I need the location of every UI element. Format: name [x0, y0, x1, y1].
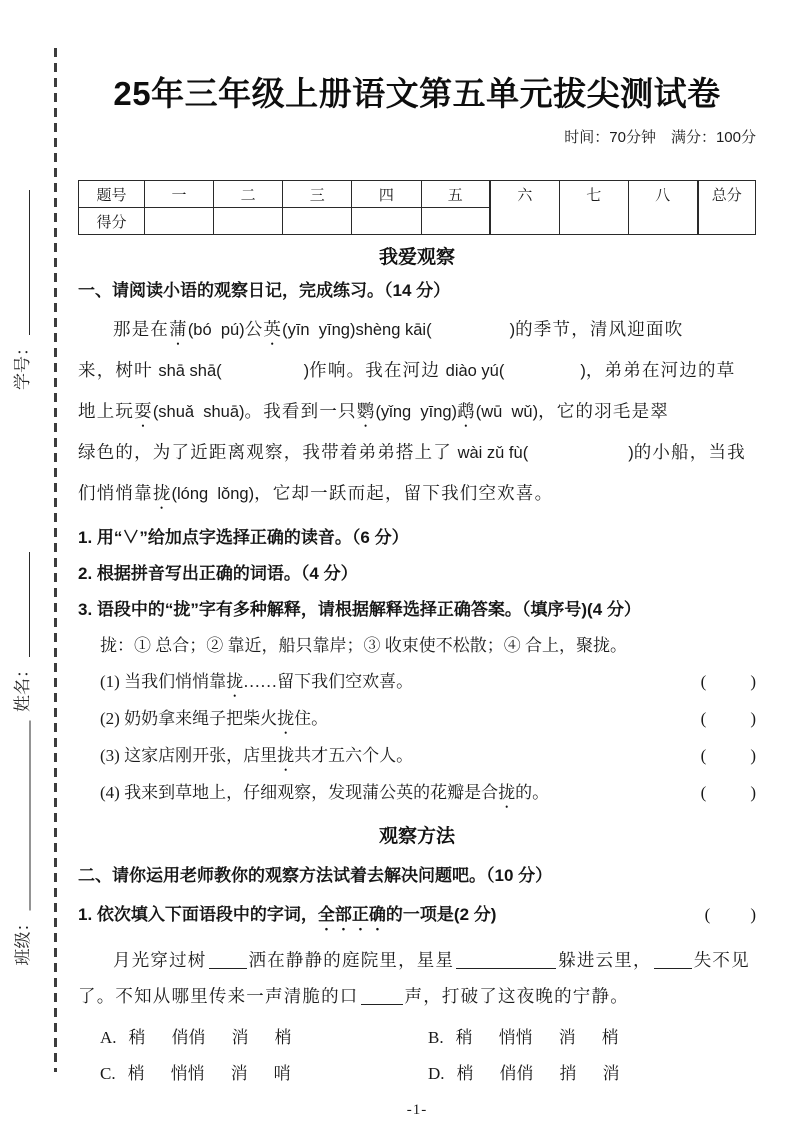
dotted-char: 鹉 [457, 401, 476, 421]
dotted-char: 鹦 [356, 401, 376, 421]
question1-stem: 一、请阅读小语的观察日记，完成练习。（14 分） [78, 281, 451, 300]
underline-blank[interactable] [361, 990, 403, 1005]
text-segment: 的一项是(2 分) [385, 905, 497, 924]
score-table [78, 180, 756, 235]
answer-slot[interactable]: ( ) [700, 672, 756, 691]
question2-sub1-answer [705, 902, 756, 928]
text-segment: 了。不知从哪里传来一声清脆的口 [78, 986, 359, 1006]
paper-title: 25年三年级上册语文第五单元拔尖测试卷 [113, 75, 721, 112]
student-number-field [7, 190, 33, 390]
student-class-field [8, 721, 34, 966]
score-header-cell: 五 [421, 181, 490, 208]
text-segment: 躲进云里， [558, 950, 652, 970]
underline-blank[interactable] [654, 954, 692, 969]
option-D[interactable] [428, 1056, 756, 1092]
text-segment: 地上玩 [78, 401, 135, 421]
question1-sub1: 1. 用“∨”给加点字选择正确的读音。（6 分） [78, 528, 409, 547]
text-segment: 来，树叶 [78, 360, 159, 380]
dotted-char: 耍 [134, 401, 153, 421]
option-word: 悄悄 [170, 1064, 205, 1083]
pinyin-segment: diào yú( [445, 362, 505, 380]
text-segment: 作响。我在河边 [309, 360, 446, 380]
score-header-cell: 一 [145, 181, 214, 208]
paragraph-line [78, 391, 756, 432]
student-name-blank-line[interactable] [29, 552, 30, 657]
text-segment: 失不见 [693, 950, 750, 970]
answer-slot[interactable]: ( ) [700, 783, 756, 802]
choice-row-2 [100, 701, 756, 738]
question2-sub1 [78, 902, 756, 934]
time-score-info: 时间：70分钟 满分：100分 [564, 129, 756, 146]
text-segment: (4) 我来到草地上，仔细观察，发现蒲公英的花瓣是合 [100, 783, 499, 802]
text-segment: 的。 [515, 783, 550, 802]
dotted-char: 拢 [226, 672, 244, 691]
paragraph-line [78, 350, 756, 391]
score-input-cell[interactable] [490, 208, 559, 235]
score-header-cell: 八 [628, 181, 697, 208]
text-segment: 共才五六个人。 [294, 746, 414, 765]
option-B[interactable] [428, 1020, 756, 1056]
text-segment: ，它却一跃而起，留下我们空欢喜。 [254, 483, 554, 503]
option-word: 梢 [456, 1064, 474, 1083]
text-segment: 的季节，清风迎面吹 [515, 319, 684, 339]
student-class-label: 班级： [13, 914, 32, 966]
pinyin-segment: (bó pú) [187, 321, 245, 339]
score-input-cell[interactable] [214, 208, 283, 235]
dotted-char: 英 [263, 319, 283, 339]
answer-slot[interactable]: ( ) [700, 746, 756, 765]
text-segment: 声，打破了这夜晚的宁静。 [404, 986, 629, 1006]
text-segment: 公 [244, 319, 264, 339]
choice-text [100, 701, 328, 738]
fill-in-paragraph [78, 942, 756, 1014]
option-word: 稍 [455, 1028, 473, 1047]
answer-slot[interactable]: ( ) [704, 905, 756, 924]
option-word: 哨 [273, 1064, 291, 1083]
score-input-cell[interactable] [698, 208, 756, 235]
paragraph-line [78, 978, 756, 1014]
option-word: 梢 [127, 1064, 145, 1083]
option-label: D. [428, 1064, 445, 1083]
question2-sub1-text [78, 902, 496, 934]
option-word: 消 [230, 1064, 248, 1083]
student-number-label: 学号： [12, 339, 32, 390]
text-segment: 住。 [294, 709, 329, 728]
paper-content [78, 0, 756, 1120]
page-number: -1- [406, 1102, 428, 1118]
pinyin-segment: (yīn yīng) [282, 321, 356, 339]
option-word: 俏俏 [171, 1028, 206, 1047]
text-segment: ，它的羽毛是翠 [538, 401, 670, 421]
choice-list [78, 664, 756, 812]
option-word: 俏俏 [499, 1064, 534, 1083]
dotted-char: 拢 [277, 746, 295, 765]
score-header-cell: 六 [490, 181, 559, 208]
student-class-blank-line[interactable] [30, 721, 31, 911]
section2-header: 观察方法 [378, 826, 455, 847]
score-input-cell[interactable] [283, 208, 352, 235]
score-input-cell[interactable] [145, 208, 214, 235]
score-input-cell[interactable] [559, 208, 628, 235]
score-header-cell: 题号 [79, 181, 145, 208]
pinyin-segment: (wū wǔ) [475, 403, 539, 421]
student-name-label: 姓名： [12, 661, 32, 712]
options-grid [78, 1020, 756, 1092]
pinyin-segment: shā shā( [158, 362, 222, 380]
text-segment: 月光穿过树 [113, 950, 207, 970]
score-header-cell: 二 [214, 181, 283, 208]
option-label: A. [100, 1028, 117, 1047]
paragraph-line [78, 309, 756, 350]
choice-text [100, 738, 413, 775]
pinyin-segment: shèng kāi( [355, 321, 432, 339]
pinyin-segment: ) [580, 362, 586, 380]
text-segment: ……留下我们空欢喜。 [243, 672, 414, 691]
answer-slot[interactable]: ( ) [700, 709, 756, 728]
question2-stem: 二、请你运用老师教你的观察方法试着去解决问题吧。（10 分） [78, 866, 553, 885]
text-segment: 1. 依次填入下面语段中的字词， [78, 905, 318, 924]
seal-dashed-line [54, 48, 57, 1072]
option-A[interactable] [100, 1020, 428, 1056]
student-number-blank-line[interactable] [29, 190, 30, 335]
text-segment: 们悄悄靠 [78, 483, 153, 503]
text-segment: (3) 这家店刚开张，店里 [100, 746, 278, 765]
pinyin-segment: (yǐng yīng) [375, 403, 458, 421]
option-word: 梢 [601, 1028, 619, 1047]
dotted-char: 拢 [498, 783, 516, 802]
pinyin-segment: ) [509, 321, 516, 339]
text-segment: 洒在静静的庭院里，星星 [248, 950, 455, 970]
choice-text [100, 775, 549, 812]
pinyin-segment: ) [303, 362, 310, 380]
score-input-cell[interactable] [421, 208, 490, 235]
dotted-char: 全部正确 [317, 905, 386, 924]
option-word: 悄悄 [498, 1028, 533, 1047]
paragraph-line [78, 942, 756, 978]
text-segment: 那是在 [113, 319, 170, 339]
underline-blank[interactable] [209, 954, 247, 969]
option-C[interactable] [100, 1056, 428, 1092]
score-input-cell[interactable] [352, 208, 421, 235]
option-word: 梢 [274, 1028, 292, 1047]
option-label: B. [428, 1028, 444, 1047]
option-word: 消 [558, 1028, 576, 1047]
pinyin-segment: ) [628, 444, 634, 462]
pinyin-segment: wài zǔ fù( [457, 444, 529, 462]
text-segment: 。我看到一只 [244, 401, 357, 421]
reading-paragraph [78, 309, 756, 514]
dotted-char: 蒲 [169, 319, 188, 339]
dotted-char: 拢 [152, 483, 172, 503]
choice-row-3 [100, 738, 756, 775]
choice-row-4 [100, 775, 756, 812]
score-input-cell[interactable] [628, 208, 697, 235]
choice-text [100, 664, 413, 701]
score-header-cell: 七 [559, 181, 628, 208]
dotted-char: 拢 [277, 709, 295, 728]
option-word: 稍 [128, 1028, 146, 1047]
underline-blank[interactable] [456, 954, 556, 969]
score-row-label: 得分 [79, 208, 145, 235]
option-word: 捎 [559, 1064, 577, 1083]
pinyin-segment: (shuǎ shuā) [152, 403, 245, 421]
section1-header: 我爱观察 [378, 247, 455, 268]
text-segment: 绿色的，为了近距离观察，我带着弟弟搭上了 [78, 442, 458, 462]
text-segment: ，弟弟在河边的草 [585, 360, 736, 380]
choice-row-1 [100, 664, 756, 701]
score-header-cell: 总分 [698, 181, 756, 208]
option-word: 消 [231, 1028, 249, 1047]
text-segment: (1) 当我们悄悄靠 [100, 672, 227, 691]
pinyin-segment: (lóng lǒng) [171, 485, 255, 503]
score-header-cell: 三 [283, 181, 352, 208]
student-name-field [7, 552, 33, 712]
option-label: C. [100, 1064, 116, 1083]
option-word: 消 [602, 1064, 620, 1083]
question1-sub2: 2. 根据拼音写出正确的词语。（4 分） [78, 564, 358, 583]
paragraph-line [78, 473, 756, 514]
definition-line: 拢：① 总合；② 靠近，船只靠岸；③ 收束使不松散；④ 合上，聚拢。 [100, 636, 627, 655]
question1-sub3: 3. 语段中的“拢”字有多种解释，请根据解释选择正确答案。（填序号)(4 分） [78, 600, 641, 619]
text-segment: (2) 奶奶拿来绳子把柴火 [100, 709, 278, 728]
text-segment: 的小船，当我 [633, 442, 746, 462]
score-header-cell: 四 [352, 181, 421, 208]
paragraph-line [78, 432, 756, 473]
